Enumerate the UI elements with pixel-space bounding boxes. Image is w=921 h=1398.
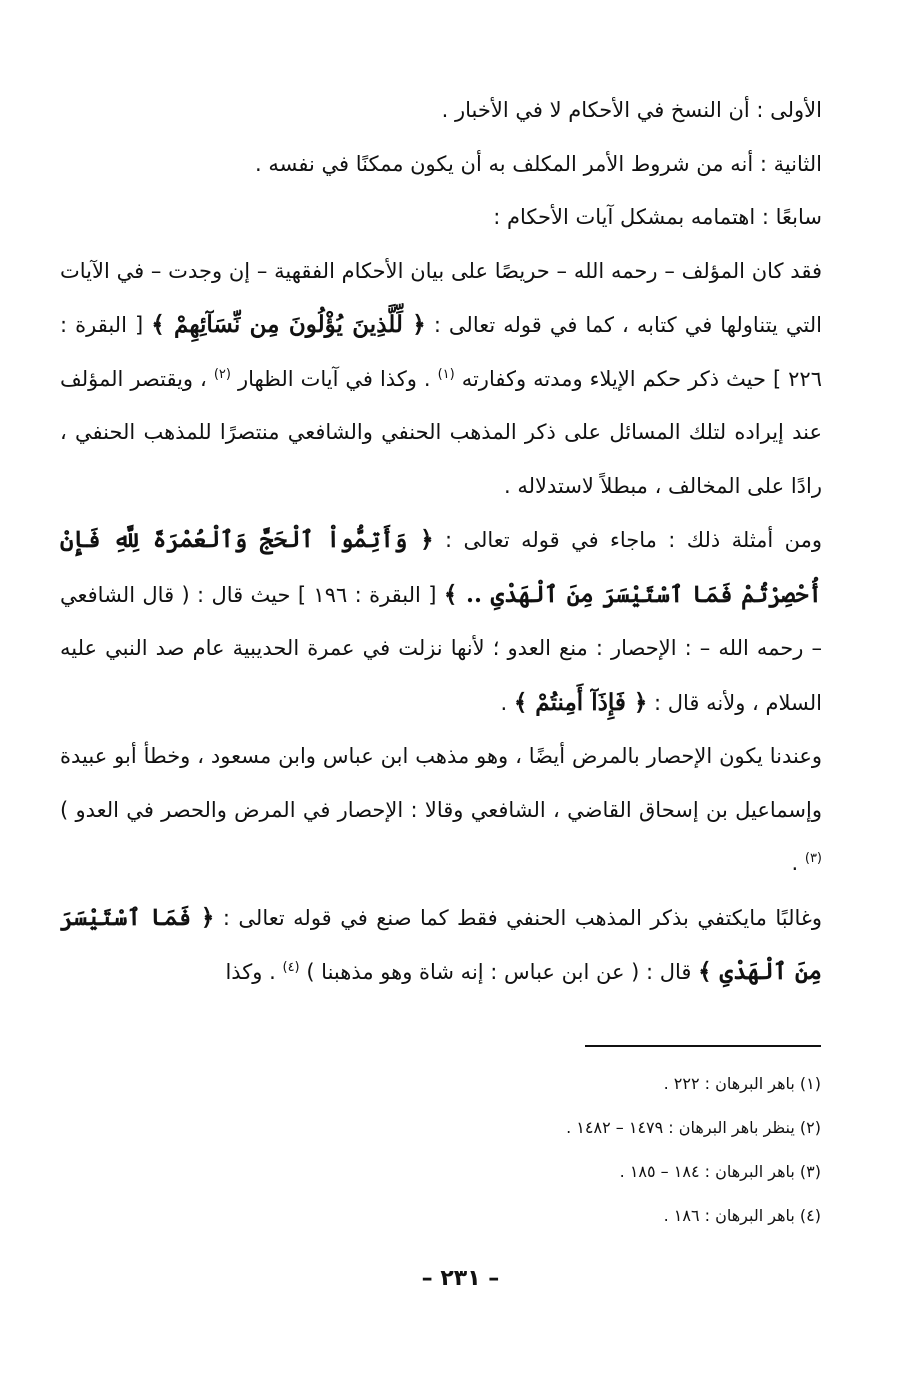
text-run: . وكذا في آيات الظهار [237, 366, 431, 391]
paragraph-7 [60, 891, 822, 1000]
text-run: . [500, 690, 508, 715]
quran-verse: ﴿ لِّلَّذِينَ يُؤْلُونَ مِن نِّسَآئِهِمْ ﴾ [151, 311, 426, 338]
footnote-item: (٤) باهر البرهان : ١٨٦ . [663, 1206, 821, 1225]
quran-verse: ﴿ فَمَا ٱسْتَيْسَرَ مِنَ ٱلْهَدْىِ ﴾ [60, 903, 822, 985]
text-run: وعندنا يكون الإحصار بالمرض أيضًا ، وهو مذهب ابن عباس وابن مسعود ، وخطأ أبو عبيدة وإسماعيل بن إسحاق القاضي ، الشافعي وقالا : الإحصار في المرض والحصر في العدو ) [60, 744, 822, 822]
footnote-ref: (٣) [804, 851, 822, 866]
body-text [60, 84, 822, 1000]
paragraph-6 [60, 730, 822, 891]
paragraph-5 [60, 513, 822, 730]
footnote-item: (٣) باهر البرهان : ١٨٤ – ١٨٥ . [619, 1162, 821, 1181]
text-run: [ البقرة : ٢٢٦ ] حيث ذكر حكم الإيلاء ومدته وكفارته [60, 313, 822, 391]
section-heading: سابعًا : اهتمامه بمشكل آيات الأحكام : [493, 205, 822, 229]
paragraph-1: الأولى : أن النسخ في الأحكام لا في الأخبار . [441, 98, 822, 122]
paragraph-4 [60, 245, 822, 514]
quran-verse: ﴿ وَأَتِمُّواْ ٱلْحَجَّ وَٱلْعُمْرَةَ لِلَّهِ فَإِنْ أُحْصِرْتُمْ فَمَا ٱسْتَيْسَرَ مِنَ ٱلْهَدْىِ .. ﴾ [60, 526, 822, 608]
text-run: ، ويقتصر المؤلف عند إيراده لتلك المسائل على ذكر المذهب الحنفي والشافعي منتصرًا للمذهب الحنفي ، رادًا على المخالف ، مبطلاً لاستدلاله . [60, 366, 822, 498]
footnotes [321, 1062, 821, 1238]
paragraph-2: الثانية : أنه من شروط الأمر المكلف به أن يكون ممكنًا في نفسه . [255, 151, 822, 176]
text-run: فقد كان المؤلف – رحمه الله – حريصًا على بيان الأحكام الفقهية – إن وجدت – في الآيات التي يتناولها في كتابه ، كما في قوله تعالى : [60, 258, 822, 337]
text-run: . [791, 851, 799, 875]
text-run: وغالبًا مايكتفي بذكر المذهب الحنفي فقط كما صنع في قوله تعالى : [222, 905, 822, 930]
text-run: . وكذا [225, 960, 276, 984]
footnote-item: (١) باهر البرهان : ٢٢٢ . [663, 1074, 821, 1093]
text-run: ومن أمثلة ذلك : ماجاء في قوله تعالى : [445, 528, 823, 552]
footnote-ref: (٢) [213, 366, 231, 382]
footnote-ref: (١) [437, 366, 455, 382]
footnote-item: (٢) ينظر باهر البرهان : ١٤٧٩ – ١٤٨٢ . [566, 1118, 821, 1137]
footnote-ref: (٤) [282, 960, 300, 975]
text-run: قال : ( عن ابن عباس : إنه شاة وهو مذهبنا ) [306, 960, 692, 984]
page-number: – ٢٣١ – [421, 1266, 500, 1291]
text-run: [ البقرة : ١٩٦ ] حيث قال : ( قال الشافعي – رحمه الله – : الإحصار : منع العدو ؛ لأنها نزلت في عمرة الحديبية عام صد النبي عليه السلام ، ولأنه قال : [60, 582, 822, 715]
footnote-separator [585, 1045, 821, 1047]
quran-verse: ﴿ فَإِذَآ أَمِنتُمْ ﴾ [513, 688, 648, 716]
